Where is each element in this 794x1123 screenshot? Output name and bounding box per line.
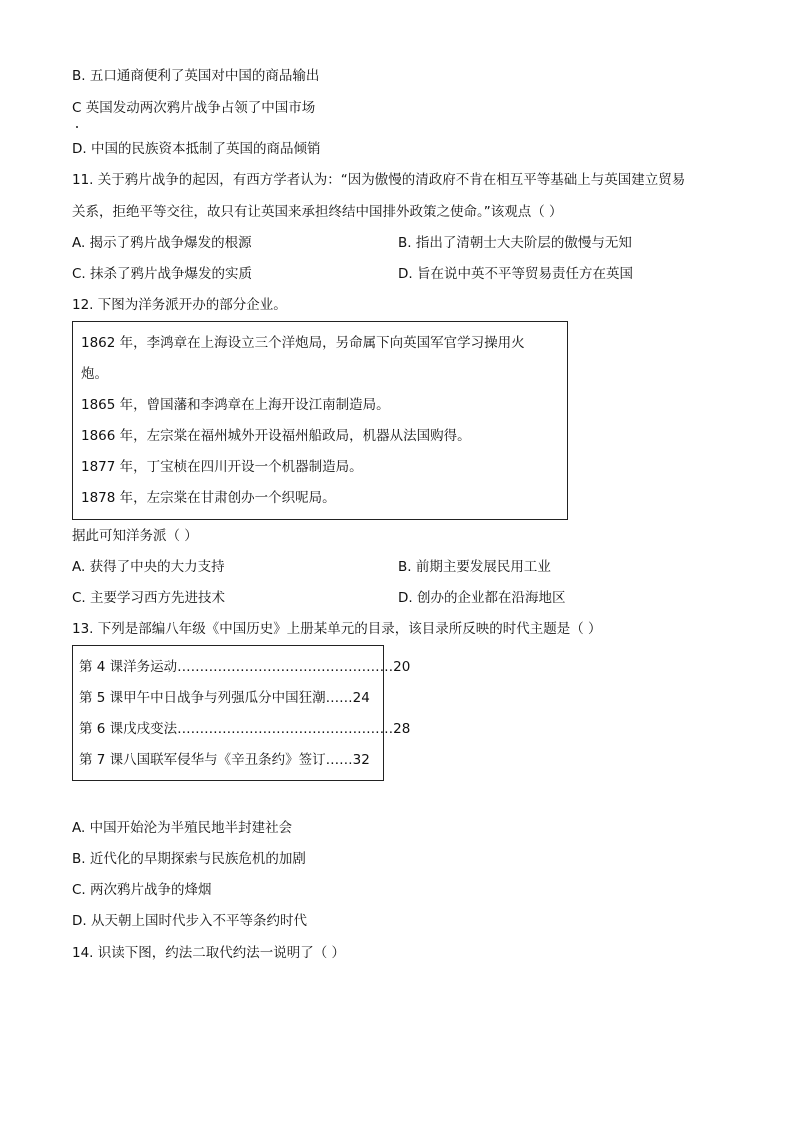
q10-option-c: C 英国发动两次鸦片战争占领了中国市场 bbox=[72, 100, 316, 116]
q12-material-line: 1877 年，丁宝桢在四川开设一个机器制造局。 bbox=[81, 459, 363, 475]
q13-option-c: C. 两次鸦片战争的烽烟 bbox=[72, 882, 212, 898]
q13-option-d: D. 从天朝上国时代步入不平等条约时代 bbox=[72, 913, 307, 929]
toc-entry: 第 6 课戊戌变法…………………………………………28 bbox=[79, 721, 411, 737]
toc-entry: 第 4 课洋务运动…………………………………………20 bbox=[79, 659, 411, 675]
toc-entry: 第 5 课甲午中日战争与列强瓜分中国狂潮……24 bbox=[79, 690, 370, 706]
q10-option-b: B. 五口通商便利了英国对中国的商品输出 bbox=[72, 68, 320, 84]
q12-material-box bbox=[72, 321, 568, 520]
q14-stem: 14. 识读下图，约法二取代约法一说明了（ ） bbox=[72, 945, 346, 961]
q11-option-c: C. 抹杀了鸦片战争爆发的实质 bbox=[72, 266, 253, 282]
q11-stem-line1: 11. 关于鸦片战争的起因，有西方学者认为：“因为傲慢的清政府不肯在相互平等基础上与英国建立贸易 bbox=[72, 172, 686, 188]
q12-option-d: D. 创办的企业都在沿海地区 bbox=[398, 590, 566, 606]
q11-stem-line2: 关系，拒绝平等交往，故只有让英国来承担终结中国排外政策之使命。”该观点（ ） bbox=[72, 204, 563, 220]
toc-row bbox=[79, 751, 375, 769]
toc-row bbox=[79, 689, 375, 707]
q10-option-d: D. 中国的民族资本抵制了英国的商品倾销 bbox=[72, 141, 321, 157]
q13-stem: 13. 下列是部编八年级《中国历史》上册某单元的目录，该目录所反映的时代主题是（ ） bbox=[72, 621, 602, 637]
q12-option-b: B. 前期主要发展民用工业 bbox=[398, 559, 551, 575]
q12-option-a: A. 获得了中央的大力支持 bbox=[72, 559, 225, 575]
q12-followup: 据此可知洋务派（ ） bbox=[72, 528, 198, 544]
q11-option-a: A. 揭示了鸦片战争爆发的根源 bbox=[72, 235, 252, 251]
q12-material-line: 1862 年，李鸿章在上海设立三个洋炮局，另命属下向英国军官学习操用火 bbox=[81, 335, 525, 351]
q13-option-a: A. 中国开始沦为半殖民地半封建社会 bbox=[72, 820, 293, 836]
toc-row bbox=[79, 720, 411, 738]
q12-option-c: C. 主要学习西方先进技术 bbox=[72, 590, 226, 606]
q11-option-b: B. 指出了清朝士大夫阶层的傲慢与无知 bbox=[398, 235, 632, 251]
toc-row bbox=[79, 658, 411, 676]
q12-material-line: 1866 年，左宗棠在福州城外开设福州船政局，机器从法国购得。 bbox=[81, 428, 471, 444]
toc-entry: 第 7 课八国联军侵华与《辛丑条约》签订……32 bbox=[79, 752, 370, 768]
q12-material-line: 炮。 bbox=[81, 366, 108, 382]
q12-stem: 12. 下图为洋务派开办的部分企业。 bbox=[72, 297, 287, 313]
q12-material-line: 1865 年，曾国藩和李鸿章在上海开设江南制造局。 bbox=[81, 397, 390, 413]
q13-toc-box bbox=[72, 645, 411, 781]
stray-mark bbox=[76, 126, 78, 128]
q12-material-line: 1878 年，左宗棠在甘肃创办一个织呢局。 bbox=[81, 490, 336, 506]
q11-option-d: D. 旨在说中英不平等贸易责任方在英国 bbox=[398, 266, 633, 282]
q13-option-b: B. 近代化的早期探索与民族危机的加剧 bbox=[72, 851, 306, 867]
